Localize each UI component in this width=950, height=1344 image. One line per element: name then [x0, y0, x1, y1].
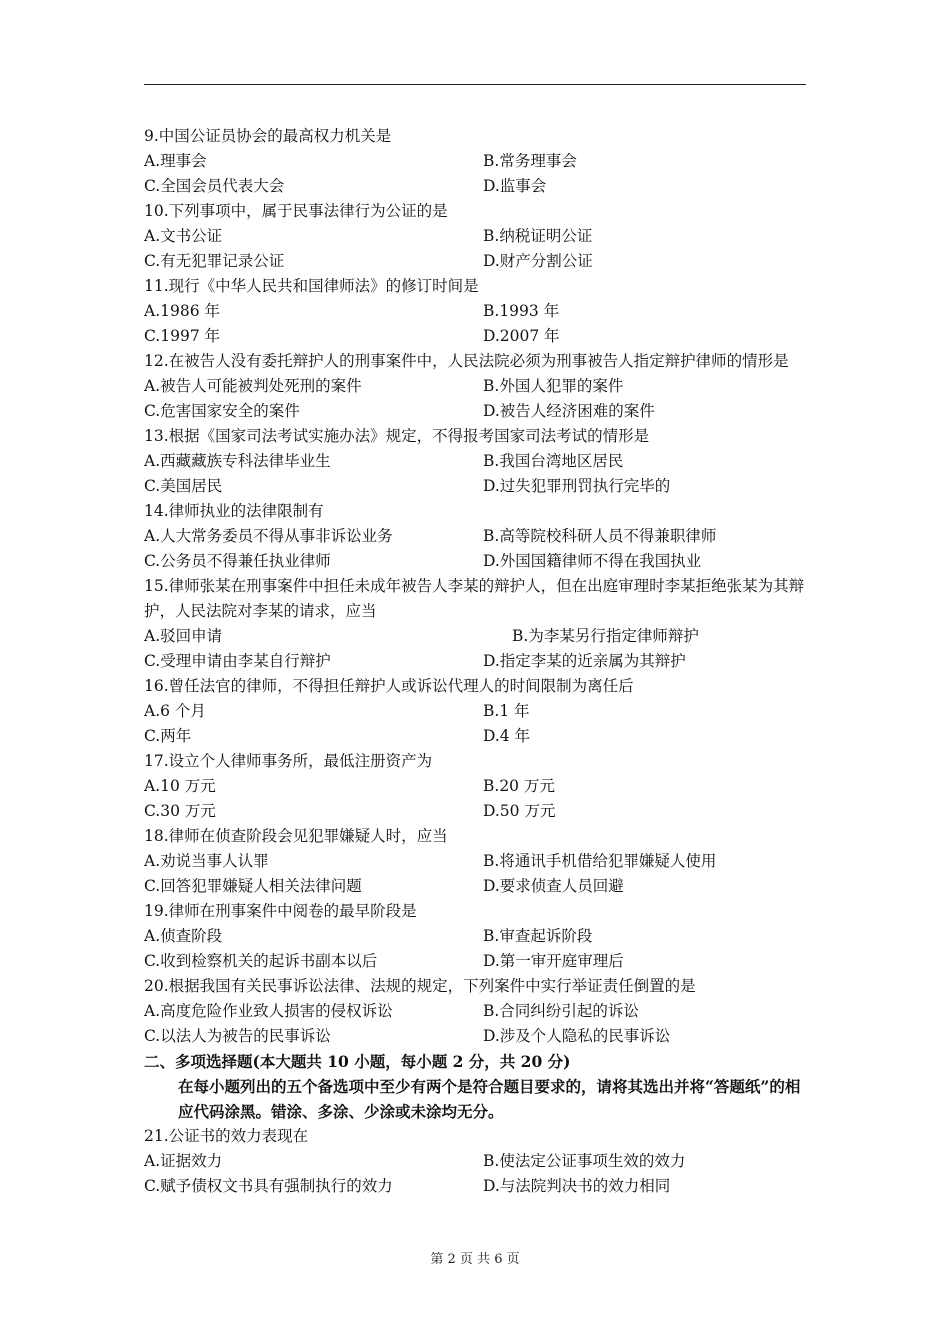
option-b: B.合同纠纷引起的诉讼 [483, 1002, 639, 1020]
option-a: A.10 万元 [144, 777, 216, 795]
options-row [144, 324, 806, 349]
question-18: 18.律师在侦查阶段会见犯罪嫌疑人时，应当 [144, 827, 448, 845]
option-a: A.西藏藏族专科法律毕业生 [144, 452, 331, 470]
option-d: D.2007 年 [483, 327, 560, 345]
option-c: C.两年 [144, 727, 192, 745]
question-12: 12.在被告人没有委托辩护人的刑事案件中，人民法院必须为刑事被告人指定辩护律师的情形是 [144, 352, 789, 370]
question-17: 17.设立个人律师事务所，最低注册资产为 [144, 752, 433, 770]
option-c: C.美国居民 [144, 477, 223, 495]
option-a: A.6 个月 [144, 702, 206, 720]
options-row [144, 699, 806, 724]
section-instruction: 在每小题列出的五个备选项中至少有两个是符合题目要求的，请将其选出并将“答题纸”的相应代码涂黑。错涂、多涂、少涂或未涂均无分。 [178, 1077, 801, 1121]
option-c: C.以法人为被告的民事诉讼 [144, 1027, 331, 1045]
option-c: C.有无犯罪记录公证 [144, 252, 285, 270]
options-row [144, 149, 806, 174]
option-c: C.公务员不得兼任执业律师 [144, 552, 331, 570]
option-a: A.证据效力 [144, 1152, 223, 1170]
options-row [144, 949, 806, 974]
option-b: B.为李某另行指定律师辩护 [512, 627, 699, 645]
question-15: 15.律师张某在刑事案件中担任未成年被告人李某的辩护人，但在出庭审理时李某拒绝张某为其辩护，人民法院对李某的请求，应当 [144, 577, 805, 620]
options-row [144, 524, 806, 549]
option-a: A.侦查阶段 [144, 927, 223, 945]
option-d: D.外国国籍律师不得在我国执业 [483, 552, 702, 570]
question-16: 16.曾任法官的律师，不得担任辩护人或诉讼代理人的时间限制为离任后 [144, 677, 634, 695]
option-b: B.审查起诉阶段 [483, 927, 593, 945]
options-row [144, 999, 806, 1024]
question-11: 11.现行《中华人民共和国律师法》的修订时间是 [144, 277, 479, 295]
option-c: C.收到检察机关的起诉书副本以后 [144, 952, 378, 970]
question-9: 9.中国公证员协会的最高权力机关是 [144, 127, 392, 145]
option-d: D.与法院判决书的效力相同 [483, 1177, 671, 1195]
option-b: B.常务理事会 [483, 152, 577, 170]
options-row [144, 249, 806, 274]
option-b: B.将通讯手机借给犯罪嫌疑人使用 [483, 852, 717, 870]
question-21: 21.公证书的效力表现在 [144, 1127, 309, 1145]
option-d: D.监事会 [483, 177, 547, 195]
option-d: D.被告人经济困难的案件 [483, 402, 655, 420]
question-20: 20.根据我国有关民事诉讼法律、法规的规定，下列案件中实行举证责任倒置的是 [144, 977, 696, 995]
option-b: B.纳税证明公证 [483, 227, 593, 245]
option-d: D.4 年 [483, 727, 531, 745]
options-row [144, 799, 806, 824]
question-14: 14.律师执业的法律限制有 [144, 502, 324, 520]
option-a: A.驳回申请 [144, 627, 223, 645]
option-b: B.我国台湾地区居民 [483, 452, 624, 470]
options-row [144, 1149, 806, 1174]
option-a: A.人大常务委员不得从事非诉讼业务 [144, 527, 393, 545]
page-content [144, 124, 806, 1199]
option-a: A.劝说当事人认罪 [144, 852, 269, 870]
option-c: C.30 万元 [144, 802, 216, 820]
option-d: D.要求侦查人员回避 [483, 877, 624, 895]
options-row [144, 1024, 806, 1049]
option-b: B.20 万元 [483, 777, 555, 795]
option-d: D.第一审开庭审理后 [483, 952, 624, 970]
option-b: B.使法定公证事项生效的效力 [483, 1152, 686, 1170]
option-d: D.过失犯罪刑罚执行完毕的 [483, 477, 671, 495]
option-c: C.全国会员代表大会 [144, 177, 285, 195]
option-a: A.1986 年 [144, 302, 220, 320]
option-c: C.赋予债权文书具有强制执行的效力 [144, 1177, 393, 1195]
option-a: A.文书公证 [144, 227, 223, 245]
question-13: 13.根据《国家司法考试实施办法》规定，不得报考国家司法考试的情形是 [144, 427, 650, 445]
option-b: B.1 年 [483, 702, 530, 720]
option-b: B.高等院校科研人员不得兼职律师 [483, 527, 717, 545]
option-a: A.理事会 [144, 152, 207, 170]
options-row [144, 774, 806, 799]
options-row [144, 649, 806, 674]
options-row [144, 474, 806, 499]
options-row [144, 449, 806, 474]
options-row [144, 399, 806, 424]
options-row [144, 374, 806, 399]
option-b: B.1993 年 [483, 302, 560, 320]
options-row [144, 174, 806, 199]
options-row [144, 924, 806, 949]
options-row [144, 1174, 806, 1199]
option-a: A.高度危险作业致人损害的侵权诉讼 [144, 1002, 393, 1020]
option-d: D.50 万元 [483, 802, 556, 820]
option-c: C.回答犯罪嫌疑人相关法律问题 [144, 877, 362, 895]
options-row [144, 849, 806, 874]
page-footer: 第 2 页 共 6 页 [430, 1252, 520, 1267]
header-rule [144, 84, 806, 85]
options-row [144, 224, 806, 249]
options-row [144, 299, 806, 324]
section-heading: 二、多项选择题(本大题共 10 小题，每小题 2 分，共 20 分) [144, 1052, 571, 1071]
option-c: C.受理申请由李某自行辩护 [144, 652, 331, 670]
option-b: B.外国人犯罪的案件 [483, 377, 624, 395]
option-c: C.1997 年 [144, 327, 221, 345]
option-d: D.涉及个人隐私的民事诉讼 [483, 1027, 671, 1045]
options-row [144, 624, 806, 649]
option-d: D.财产分割公证 [483, 252, 593, 270]
question-10: 10.下列事项中，属于民事法律行为公证的是 [144, 202, 448, 220]
option-d: D.指定李某的近亲属为其辩护 [483, 652, 686, 670]
option-a: A.被告人可能被判处死刑的案件 [144, 377, 362, 395]
options-row [144, 874, 806, 899]
options-row [144, 549, 806, 574]
options-row [144, 724, 806, 749]
option-c: C.危害国家安全的案件 [144, 402, 300, 420]
question-19: 19.律师在刑事案件中阅卷的最早阶段是 [144, 902, 417, 920]
